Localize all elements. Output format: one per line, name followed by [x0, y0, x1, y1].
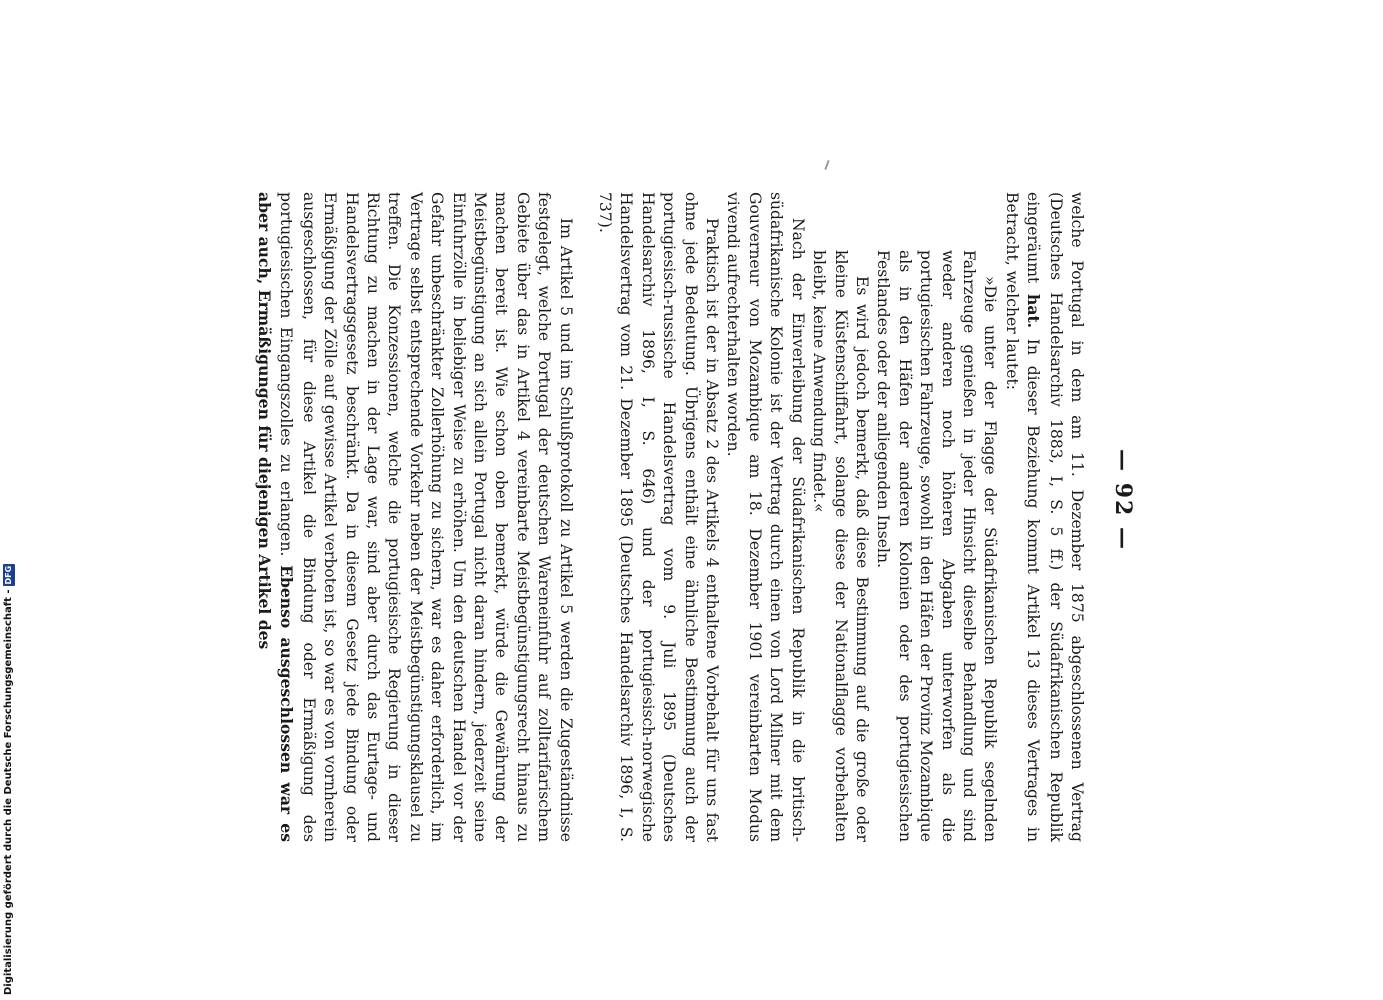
paragraph-4-emphasis: Ebenso ausgeschlossen war es aber auch, Ermäßigungen für diejenigen Artikel des: [254, 192, 297, 842]
paragraph-4: [253, 192, 576, 842]
paragraph-3: Praktisch ist der in Absatz 2 des Artikels 4 enthaltene Vorbehalt für uns fast ohne jede Bedeutung. Übrigens enthält eine ähnliche Bestimmung auch der portugiesisch-russische Handelsvertrag vom 9. Juli 1895 (Deutsches Handelsarchiv 1896, I, S. 646) und der portugiesisch-norwegische Handelsvertrag vom 21. Dezember 1895 (Deutsches Handelsarchiv 1896, I, S. 737).: [596, 192, 722, 842]
digitization-credit: [0, 0, 16, 1000]
quote-paragraph-2: Es wird jedoch bemerkt, daß diese Bestimmung auf die große oder kleine Küstenschiffahrt, solange diese der Nationalflagge vorbehalten bleibt, keine Anwendung findet.«: [810, 250, 871, 842]
page-number: — 92 —: [1110, 449, 1136, 551]
scan-artifact-mark: [824, 160, 829, 170]
paragraph-1: [1000, 192, 1087, 842]
digitization-credit-text: Digitalisierung gefördert durch die Deutsche Forschungsgemeinschaft -: [3, 589, 14, 995]
paragraph-2: Nach der Einverleibung der Südafrikanischen Republik in die britisch-südafrikanische Kolonie ist der Vertrag durch einen von Lord Milner mit dem Gouverneur von Mozambique am 18. Dezember 1901 vereinbarten Modus vivendi aufrechterhalten worden.: [724, 192, 807, 842]
paragraph-1-tail: In dieser Beziehung kommt Artikel 13 dieses Vertrages in Betracht, welcher lautet:: [1002, 192, 1043, 842]
digitization-credit-line: [2, 565, 16, 995]
dfg-logo: DFG: [4, 565, 13, 585]
paragraph-4-text: Im Artikel 5 und im Schlußprotokoll zu Artikel 5 werden die Zugeständnisse festgelegt, welche Portugal der deutschen Wareneinfuhr auf zolltarifarischem Gebiete über das in Artikel 4 vereinbarte Meistbegünstigungsrecht hinaus zu machen bereit ist. Wie schon oben bemerkt, würde die Gewährung der Meistbegünstigung an sich allein Portugal nicht daran hindern, jederzeit seine Einfuhrzölle in beliebiger Weise zu erhöhen. Um den deutschen Handel vor der Gefahr unbeschränkter Zollerhöhung zu sichern, war es daher erforderlich, im Vertrage selbst entsprechende Vorkehr neben der Meistbegünstigungsklausel zu treffen. Die Konzessionen, welche die portugiesische Regierung in dieser Richtung zu machen in der Lage war, sind aber durch das Eurtage- und Handelsvertragsgesetz beschränkt. Da in diesem Gesetz jede Bindung oder Ermäßigung der Zölle auf gewisse Artikel verboten ist, so war es von vornherein ausgeschlossen, für diese Artikel die Bindung oder Ermäßigung des portugiesischen Eingangszolles zu erlangen.: [277, 192, 575, 842]
page-body: [253, 192, 1087, 842]
paragraph-1-text: welche Portugal in dem am 11. Dezember 1875 abgeschlossenen Vertrag (Deutsches Handelsarchiv 1883, I, S. 5 ff.) der Südafrikanischen Republik eingeräumt: [1024, 192, 1086, 842]
quote-paragraph-1: »Die unter der Flagge der Südafrikanischen Republik segelnden Fahrzeuge genießen in jeder Hinsicht dieselbe Behandlung und sind weder anderen noch höheren Abgaben unterworfen als die portugiesischen Fahrzeuge, sowohl in den Häfen der Provinz Mozambique als in den Häfen der anderen Kolonien oder des portugiesischen Festlandes oder der anliegenden Inseln.: [874, 250, 1000, 842]
paragraph-1-emphasis: hat.: [1024, 294, 1044, 329]
quoted-article-13: [808, 250, 1001, 842]
